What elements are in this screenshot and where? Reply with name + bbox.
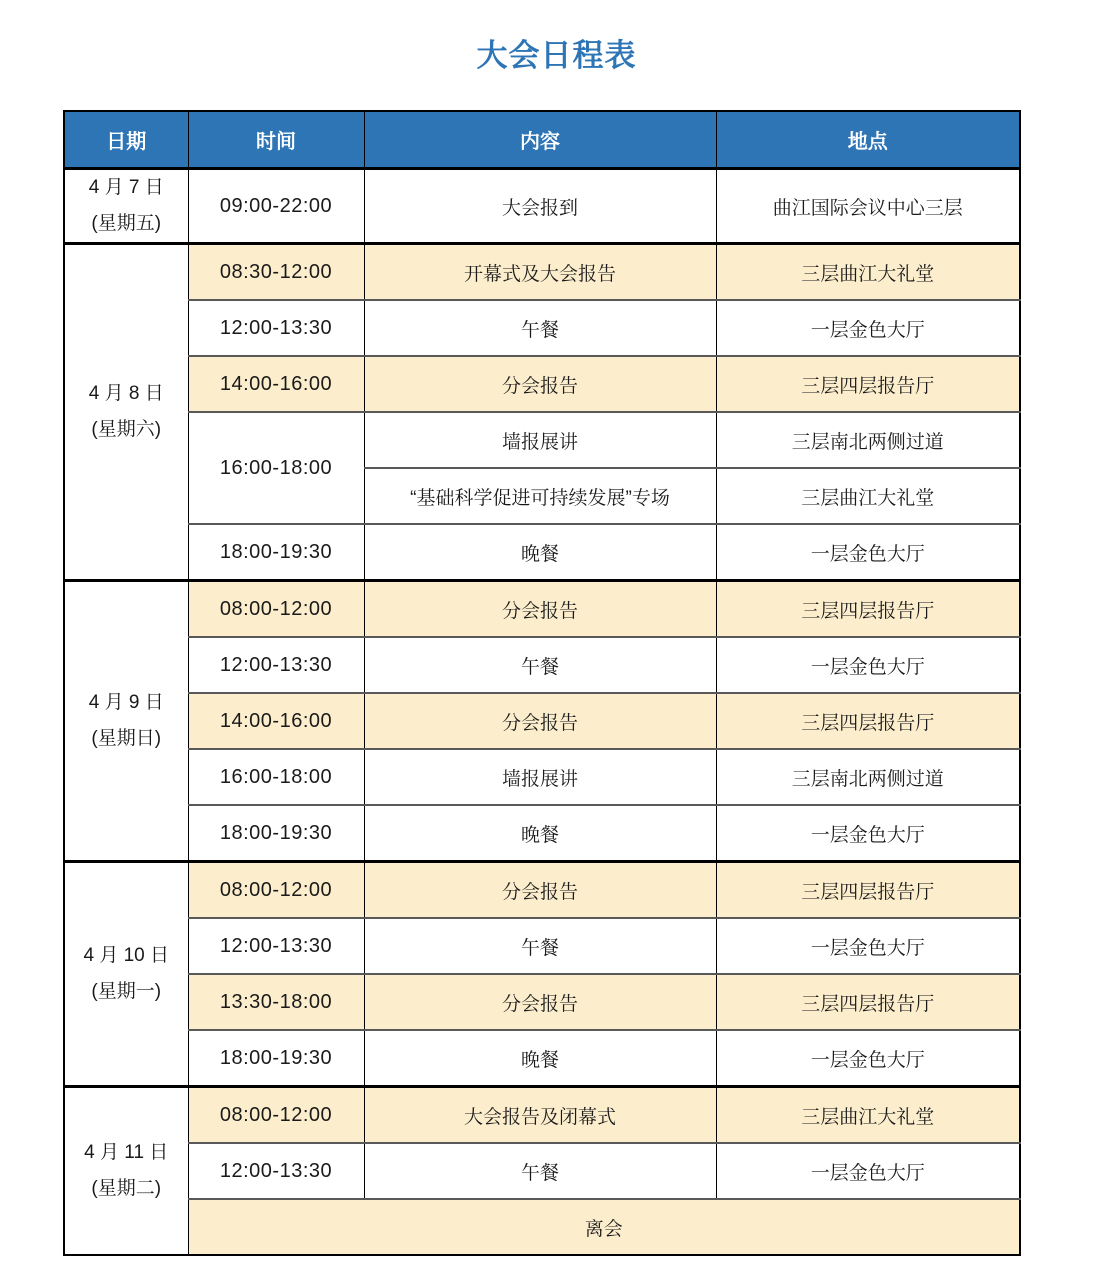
table-row xyxy=(64,524,1020,581)
location-cell: 三层曲江大礼堂 xyxy=(716,244,1020,301)
location-cell: 一层金色大厅 xyxy=(716,1030,1020,1087)
time-cell: 12:00-13:30 xyxy=(188,300,364,356)
date-text: 4 月 7 日 xyxy=(88,177,164,198)
time-cell: 14:00-16:00 xyxy=(188,693,364,749)
content-cell: 晚餐 xyxy=(364,1030,716,1087)
time-cell: 09:00-22:00 xyxy=(188,169,364,244)
weekday-text: (星期日) xyxy=(91,728,162,750)
schedule-table xyxy=(63,110,1021,1256)
time-cell: 12:00-13:30 xyxy=(188,1143,364,1199)
weekday-text: (星期五) xyxy=(91,213,162,235)
table-row xyxy=(64,169,1020,244)
date-text: 4 月 10 日 xyxy=(83,945,170,967)
date-cell xyxy=(64,169,188,244)
content-cell: 午餐 xyxy=(364,300,716,356)
table-row xyxy=(64,412,1020,468)
location-cell: 三层四层报告厅 xyxy=(716,356,1020,412)
table-row xyxy=(64,356,1020,412)
table-row xyxy=(64,581,1020,638)
content-cell: 墙报展讲 xyxy=(364,749,716,805)
content-cell: 午餐 xyxy=(364,918,716,974)
time-cell: 12:00-13:30 xyxy=(188,637,364,693)
weekday-text: (星期一) xyxy=(91,981,162,1003)
table-row xyxy=(64,637,1020,693)
time-cell: 18:00-19:30 xyxy=(188,1030,364,1087)
content-cell: 午餐 xyxy=(364,637,716,693)
time-cell: 14:00-16:00 xyxy=(188,356,364,412)
location-cell: 一层金色大厅 xyxy=(716,805,1020,862)
header-cell-location: 地点 xyxy=(716,111,1020,169)
content-cell: 晚餐 xyxy=(364,524,716,581)
location-cell: 三层四层报告厅 xyxy=(716,974,1020,1030)
time-cell: 18:00-19:30 xyxy=(188,805,364,862)
table-row xyxy=(64,805,1020,862)
location-cell: 一层金色大厅 xyxy=(716,1143,1020,1199)
content-cell: 分会报告 xyxy=(364,862,716,919)
time-cell: 08:00-12:00 xyxy=(188,1087,364,1144)
content-cell: 大会报告及闭幕式 xyxy=(364,1087,716,1144)
content-cell: 开幕式及大会报告 xyxy=(364,244,716,301)
header-cell-date: 日期 xyxy=(64,111,188,169)
table-row xyxy=(64,1087,1020,1144)
content-cell: 大会报到 xyxy=(364,169,716,244)
location-cell: 三层四层报告厅 xyxy=(716,693,1020,749)
time-cell: 16:00-18:00 xyxy=(188,412,364,524)
date-text: 4 月 9 日 xyxy=(88,692,164,714)
table-row xyxy=(64,693,1020,749)
time-cell: 12:00-13:30 xyxy=(188,918,364,974)
table-row xyxy=(64,1143,1020,1199)
table-row xyxy=(64,1199,1020,1255)
content-cell: 分会报告 xyxy=(364,693,716,749)
location-cell: 一层金色大厅 xyxy=(716,918,1020,974)
location-cell: 一层金色大厅 xyxy=(716,637,1020,693)
content-cell: 墙报展讲 xyxy=(364,412,716,468)
content-cell: 午餐 xyxy=(364,1143,716,1199)
location-cell: 三层曲江大礼堂 xyxy=(716,1087,1020,1144)
time-cell: 18:00-19:30 xyxy=(188,524,364,581)
location-cell: 三层南北两侧过道 xyxy=(716,749,1020,805)
table-row xyxy=(64,918,1020,974)
location-cell: 一层金色大厅 xyxy=(716,524,1020,581)
date-cell xyxy=(64,1087,188,1256)
date-text: 4 月 11 日 xyxy=(84,1142,169,1164)
date-cell xyxy=(64,581,188,862)
schedule-body xyxy=(64,169,1020,1256)
time-cell: 08:00-12:00 xyxy=(188,581,364,638)
table-row xyxy=(64,244,1020,301)
header-cell-time: 时间 xyxy=(188,111,364,169)
table-row xyxy=(64,974,1020,1030)
table-row xyxy=(64,749,1020,805)
header-cell-content: 内容 xyxy=(364,111,716,169)
content-cell: 分会报告 xyxy=(364,356,716,412)
content-cell: 分会报告 xyxy=(364,974,716,1030)
time-cell: 13:30-18:00 xyxy=(188,974,364,1030)
table-row xyxy=(64,862,1020,919)
location-cell: 曲江国际会议中心三层 xyxy=(716,169,1020,244)
location-cell: 三层四层报告厅 xyxy=(716,581,1020,638)
location-cell: 三层曲江大礼堂 xyxy=(716,468,1020,524)
date-cell xyxy=(64,862,188,1087)
time-cell: 08:00-12:00 xyxy=(188,862,364,919)
time-cell: 16:00-18:00 xyxy=(188,749,364,805)
content-cell: 分会报告 xyxy=(364,581,716,638)
time-cell: 08:30-12:00 xyxy=(188,244,364,301)
date-cell xyxy=(64,244,188,581)
date-text: 4 月 8 日 xyxy=(88,383,164,405)
table-row xyxy=(64,1030,1020,1087)
page-title: 大会日程表 xyxy=(476,38,637,73)
location-cell: 三层南北两侧过道 xyxy=(716,412,1020,468)
content-cell: “基础科学促进可持续发展”专场 xyxy=(364,468,716,524)
location-cell: 三层四层报告厅 xyxy=(716,862,1020,919)
table-row xyxy=(64,300,1020,356)
content-cell: 晚餐 xyxy=(364,805,716,862)
merged-cell: 离会 xyxy=(188,1199,1020,1255)
weekday-text: (星期六) xyxy=(91,419,162,441)
location-cell: 一层金色大厅 xyxy=(716,300,1020,356)
header-row xyxy=(64,111,1020,169)
weekday-text: (星期二) xyxy=(91,1178,162,1200)
